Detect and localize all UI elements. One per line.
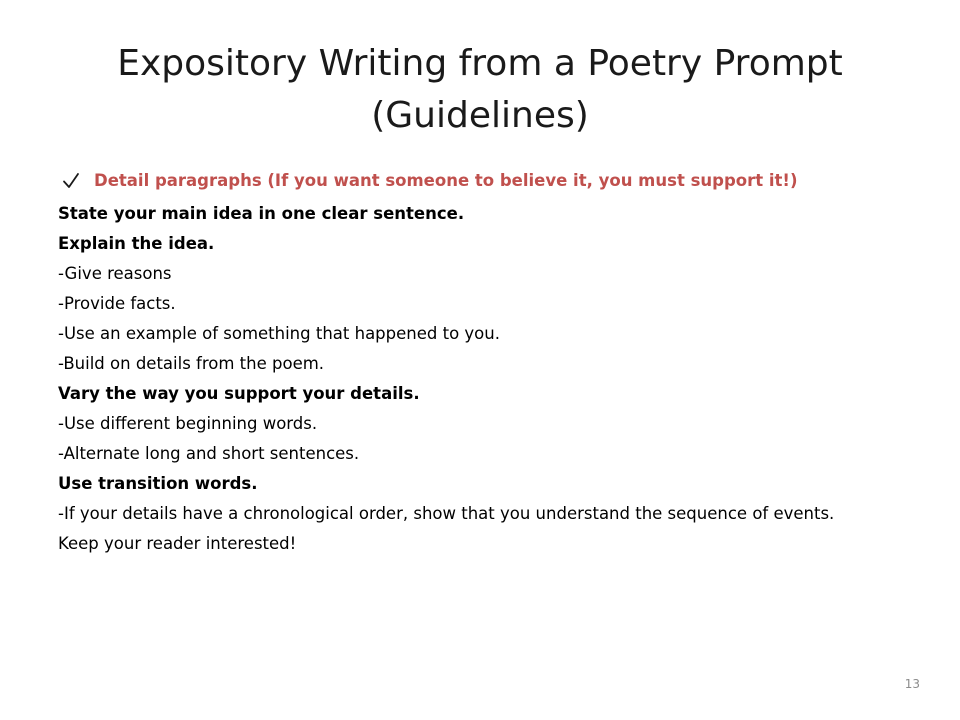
list-item: -Alternate long and short sentences. [58,444,360,463]
heading-text: Detail paragraphs (If you want someone to believe it, you must support it!) [94,171,798,190]
slide-title-line-2: (Guidelines) [371,95,589,136]
list-item: Explain the idea. [58,234,215,253]
slide-title [40,38,920,142]
slide-title-line-1: Expository Writing from a Poetry Prompt [117,43,843,84]
slide-body [58,170,878,563]
list-item: Vary the way you support your details. [58,384,420,403]
list-item: -Provide facts. [58,294,176,313]
list-item: -Use an example of something that happened to you. [58,324,500,343]
list-item: Keep your reader interested! [58,534,297,553]
detail-paragraphs-heading [58,170,878,191]
list-item: -Give reasons [58,264,172,283]
list-item: -Use different beginning words. [58,414,318,433]
checkmark-icon [62,172,80,190]
list-item: Use transition words. [58,474,258,493]
list-item: State your main idea in one clear sentence. [58,204,465,223]
list-item: -Build on details from the poem. [58,354,325,373]
list-item: -If your details have a chronological order, show that you understand the sequence of events. [58,504,835,523]
page-number: 13 [904,677,920,691]
